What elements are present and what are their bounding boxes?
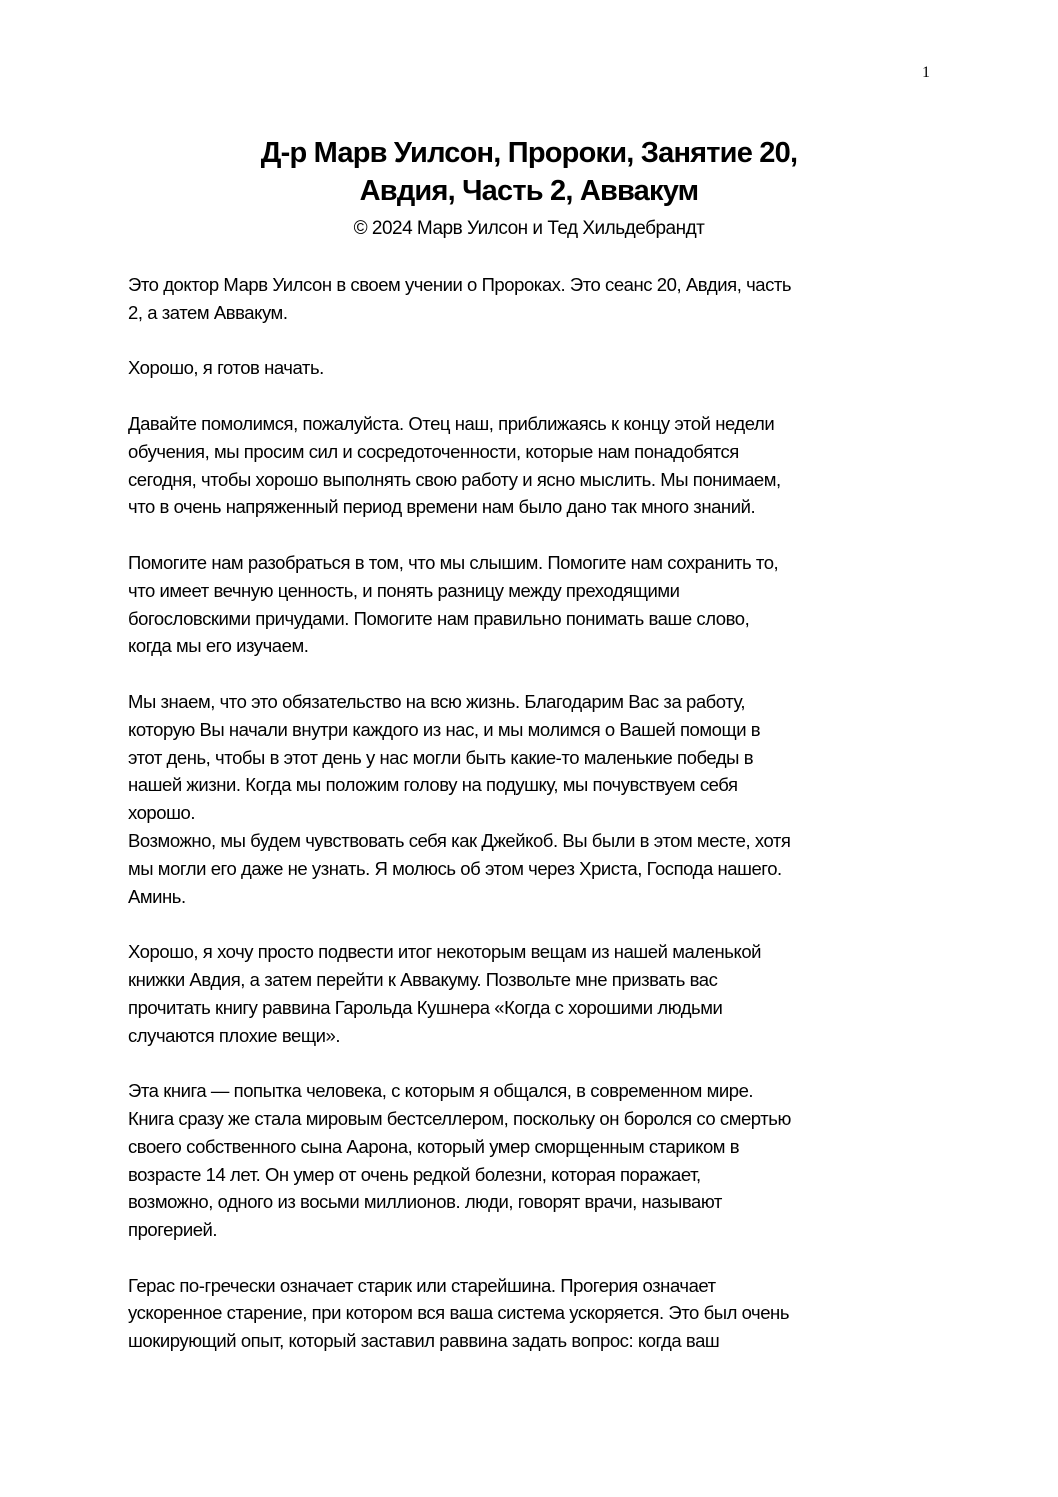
page-number: 1 bbox=[922, 64, 930, 81]
paragraph bbox=[128, 354, 791, 382]
text-line: нашей жизни. Когда мы положим голову на подушку, мы почувствуем себя bbox=[128, 774, 738, 796]
text-line: книжки Авдия, а затем перейти к Аввакуму. Позвольте мне призвать вас bbox=[128, 968, 718, 990]
paragraph bbox=[128, 1272, 791, 1355]
text-line: этот день, чтобы в этот день у нас могли быть какие-то маленькие победы в bbox=[128, 746, 754, 768]
text-line: возрасте 14 лет. Он умер от очень редкой болезни, которая поражает, bbox=[128, 1163, 701, 1185]
paragraph bbox=[128, 938, 791, 1049]
text-line: когда мы его изучаем. bbox=[128, 635, 309, 657]
text-line: возможно, одного из восьми миллионов. люди, говорят врачи, называют bbox=[128, 1191, 722, 1213]
text-line: Эта книга — попытка человека, с которым я общался, в современном мире. bbox=[128, 1080, 754, 1102]
text-line: обучения, мы просим сил и сосредоточенности, которые нам понадобятся bbox=[128, 440, 739, 462]
text-line: 2, а затем Аввакум. bbox=[128, 301, 288, 323]
text-line: что имеет вечную ценность, и понять разницу между преходящими bbox=[128, 579, 680, 601]
text-line: прогерией. bbox=[128, 1219, 218, 1241]
document-body bbox=[128, 271, 791, 1383]
text-line: сегодня, чтобы хорошо выполнять свою работу и ясно мыслить. Мы понимаем, bbox=[128, 468, 781, 490]
paragraph bbox=[128, 410, 791, 521]
text-line: богословскими причудами. Помогите нам правильно понимать ваше слово, bbox=[128, 607, 750, 629]
paragraph bbox=[128, 549, 791, 660]
copyright-subtitle: © 2024 Марв Уилсон и Тед Хильдебрандт bbox=[353, 218, 705, 239]
text-line: Аминь. bbox=[128, 885, 186, 907]
text-line: Мы знаем, что это обязательство на всю жизнь. Благодарим Вас за работу, bbox=[128, 690, 746, 712]
text-line: Это доктор Марв Уилсон в своем учении о Пророках. Это сеанс 20, Авдия, часть bbox=[128, 274, 792, 295]
paragraph bbox=[128, 688, 791, 910]
title-line: Д-р Марв Уилсон, Пророки, Занятие 20, bbox=[260, 137, 798, 169]
text-line: прочитать книгу раввина Гарольда Кушнера «Когда с хорошими людьми bbox=[128, 996, 723, 1018]
text-line: которую Вы начали внутри каждого из нас, и мы молимся о Вашей помощи в bbox=[128, 718, 761, 740]
text-line: случаются плохие вещи». bbox=[128, 1024, 341, 1046]
text-line: Помогите нам разобраться в том, что мы слышим. Помогите нам сохранить то, bbox=[128, 551, 779, 573]
text-line: хорошо. bbox=[128, 802, 196, 824]
paragraph bbox=[128, 1077, 791, 1244]
text-line: Возможно, мы будем чувствовать себя как Джейкоб. Вы были в этом месте, хотя bbox=[128, 829, 791, 851]
text-line: Хорошо, я хочу просто подвести итог некоторым вещам из нашей маленькой bbox=[128, 941, 762, 963]
text-line: ускоренное старение, при котором вся ваша система ускоряется. Это был очень bbox=[128, 1302, 790, 1324]
text-line: своего собственного сына Аарона, который умер сморщенным стариком в bbox=[128, 1135, 740, 1157]
paragraph bbox=[128, 271, 791, 327]
text-line: мы могли его даже не узнать. Я молюсь об этом через Христа, Господа нашего. bbox=[128, 857, 782, 879]
text-line: Давайте помолимся, пожалуйста. Отец наш, приближаясь к концу этой недели bbox=[128, 412, 775, 434]
document-title bbox=[0, 134, 1058, 210]
text-line: что в очень напряженный период времени нам было дано так много знаний. bbox=[128, 496, 756, 518]
text-line: шокирующий опыт, который заставил раввина задать вопрос: когда ваш bbox=[128, 1330, 720, 1352]
title-line: Авдия, Часть 2, Аввакум bbox=[359, 175, 699, 207]
text-line: Хорошо, я готов начать. bbox=[128, 357, 324, 379]
text-line: Герас по-гречески означает старик или старейшина. Прогерия означает bbox=[128, 1274, 716, 1296]
text-line: Книга сразу же стала мировым бестселлером, поскольку он боролся со смертью bbox=[128, 1107, 791, 1129]
